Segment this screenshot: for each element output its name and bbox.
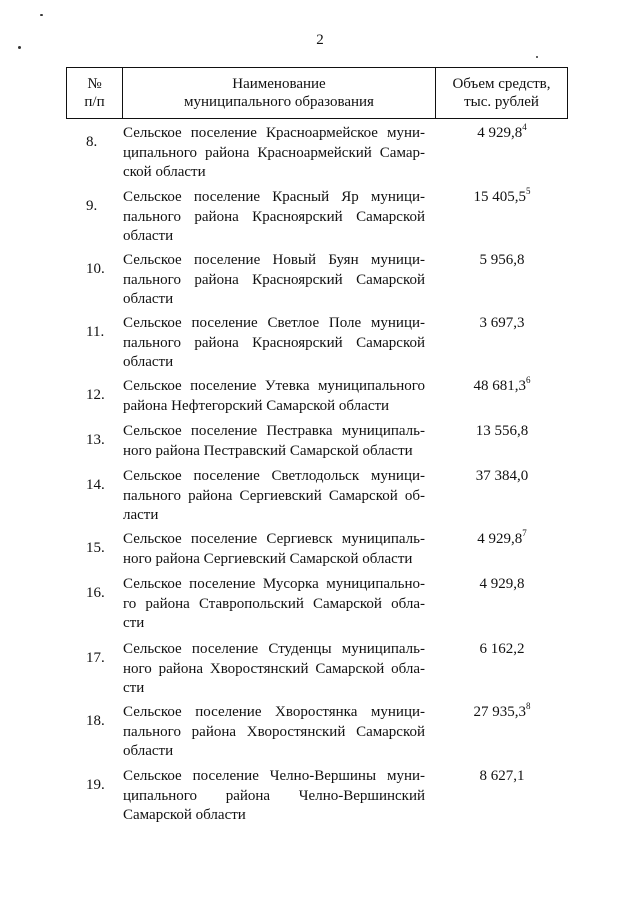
municipality-name-line: района Нефтегорский Самарской области bbox=[123, 397, 390, 414]
row-number: 15. bbox=[86, 540, 105, 556]
municipality-name-line: ласти bbox=[123, 507, 159, 523]
amount-cell bbox=[438, 575, 566, 595]
row-number: 13. bbox=[86, 432, 105, 448]
municipality-name-line: области bbox=[123, 228, 174, 244]
scan-speck bbox=[18, 46, 21, 49]
municipality-name bbox=[123, 188, 425, 247]
municipality-name-line: области bbox=[123, 743, 174, 759]
amount-value: 48 681,3 bbox=[473, 378, 526, 394]
amount-value: 15 405,5 bbox=[473, 189, 526, 205]
amount-value: 4 929,8 bbox=[477, 125, 523, 141]
amount-value: 5 956,8 bbox=[479, 252, 525, 268]
row-number: 10. bbox=[86, 261, 105, 277]
municipality-name-line: пального района Сергиевский Самарской об- bbox=[123, 487, 425, 504]
municipality-name-line: пального района Красноярский Самарской bbox=[123, 334, 425, 351]
amount-cell bbox=[438, 422, 566, 442]
municipality-name-line: области bbox=[123, 354, 174, 370]
footnote-marker: 5 bbox=[526, 186, 531, 196]
municipality-name-line: ного района Пестравский Самарской области bbox=[123, 442, 413, 459]
municipality-name-line: пального района Красноярский Самарской bbox=[123, 208, 425, 225]
municipality-name-line: Сельское поселение Красный Яр муници- bbox=[123, 189, 425, 205]
municipality-name-line: ципального района Челно-Вершинский bbox=[123, 787, 425, 804]
municipality-name-line: Сельское поселение Новый Буян муници- bbox=[123, 252, 425, 268]
amount-value: 37 384,0 bbox=[475, 468, 529, 484]
amount-value: 6 162,2 bbox=[479, 641, 525, 657]
municipality-name-line: сти bbox=[123, 615, 145, 631]
header-amount: Объем средств, тыс. рублей bbox=[452, 76, 551, 110]
amount-cell bbox=[438, 377, 566, 397]
municipality-name-line: ного района Сергиевский Самарской области bbox=[123, 550, 413, 567]
municipality-name-line: Сельское поселение Светлое Поле муници- bbox=[123, 315, 425, 331]
municipality-name-line: Сельское поселение Сергиевск муниципаль- bbox=[123, 531, 425, 547]
amount-cell bbox=[438, 251, 566, 271]
municipality-name-line: Сельское поселение Красноармейское муни- bbox=[123, 125, 425, 141]
amount-cell bbox=[438, 188, 566, 208]
municipality-name-line: Сельское поселение Хворостянка муници- bbox=[123, 704, 425, 720]
municipality-name-line: Сельское поселение Студенцы муниципаль- bbox=[123, 641, 425, 657]
row-number: 14. bbox=[86, 477, 105, 493]
municipality-name-line: области bbox=[123, 291, 174, 307]
municipality-name bbox=[123, 124, 425, 183]
amount-value: 8 627,1 bbox=[479, 768, 525, 784]
amount-cell bbox=[438, 467, 566, 487]
municipality-name-line: ской области bbox=[123, 164, 206, 180]
header-number: № п/п bbox=[67, 68, 123, 118]
row-number: 9. bbox=[86, 198, 98, 214]
table-header bbox=[66, 67, 568, 119]
municipality-name-line: пального района Красноярский Самарской bbox=[123, 271, 425, 288]
scan-speck bbox=[536, 56, 538, 58]
municipality-name-line: Самарской области bbox=[123, 807, 246, 823]
footnote-marker: 7 bbox=[522, 528, 527, 538]
amount-cell bbox=[438, 124, 566, 144]
municipality-name bbox=[123, 467, 425, 526]
amount-value: 4 929,8 bbox=[479, 576, 525, 592]
amount-cell bbox=[438, 314, 566, 334]
amount-cell bbox=[438, 640, 566, 660]
footnote-marker: 8 bbox=[526, 701, 531, 711]
municipality-name-line: Сельское поселение Челно-Вершины муни- bbox=[123, 768, 425, 784]
municipality-name-line: ципального района Красноармейский Самар- bbox=[123, 144, 425, 161]
row-number: 19. bbox=[86, 777, 105, 793]
municipality-name-line: ного района Хворостянский Самарской обла- bbox=[123, 660, 425, 677]
amount-value: 4 929,8 bbox=[477, 531, 523, 547]
amount-cell bbox=[438, 703, 566, 723]
municipality-name-line: пального района Хворостянский Самарской bbox=[123, 723, 425, 740]
municipality-name-line: го района Ставропольский Самарской обла- bbox=[123, 595, 425, 612]
amount-value: 27 935,3 bbox=[473, 704, 526, 720]
row-number: 16. bbox=[86, 585, 105, 601]
municipality-name-line: Сельское поселение Пестравка муниципаль- bbox=[123, 423, 425, 439]
amount-value: 3 697,3 bbox=[479, 315, 525, 331]
municipality-name bbox=[123, 251, 425, 310]
row-number: 12. bbox=[86, 387, 105, 403]
municipality-name-line: Сельское поселение Мусорка муниципально- bbox=[123, 576, 425, 592]
municipality-name bbox=[123, 377, 425, 416]
footnote-marker: 6 bbox=[526, 375, 531, 385]
amount-cell bbox=[438, 530, 566, 550]
municipality-name bbox=[123, 575, 425, 634]
row-number: 17. bbox=[86, 650, 105, 666]
municipality-name bbox=[123, 640, 425, 699]
header-municipality-name: Наименование муниципального образования bbox=[123, 68, 436, 118]
municipality-name bbox=[123, 314, 425, 373]
municipality-name-line: Сельское поселение Светлодольск муници- bbox=[123, 468, 425, 484]
scan-speck bbox=[40, 14, 43, 16]
row-number: 11. bbox=[86, 324, 105, 340]
footnote-marker: 4 bbox=[522, 122, 527, 132]
municipality-name bbox=[123, 422, 425, 461]
municipality-name bbox=[123, 767, 425, 826]
amount-value: 13 556,8 bbox=[475, 423, 529, 439]
amount-cell bbox=[438, 767, 566, 787]
municipality-name bbox=[123, 703, 425, 762]
municipality-name-line: Сельское поселение Утевка муниципального bbox=[123, 378, 425, 394]
municipality-name bbox=[123, 530, 425, 569]
row-number: 8. bbox=[86, 134, 98, 150]
page-number: 2 bbox=[316, 32, 324, 48]
row-number: 18. bbox=[86, 713, 105, 729]
municipality-name-line: сти bbox=[123, 680, 145, 696]
